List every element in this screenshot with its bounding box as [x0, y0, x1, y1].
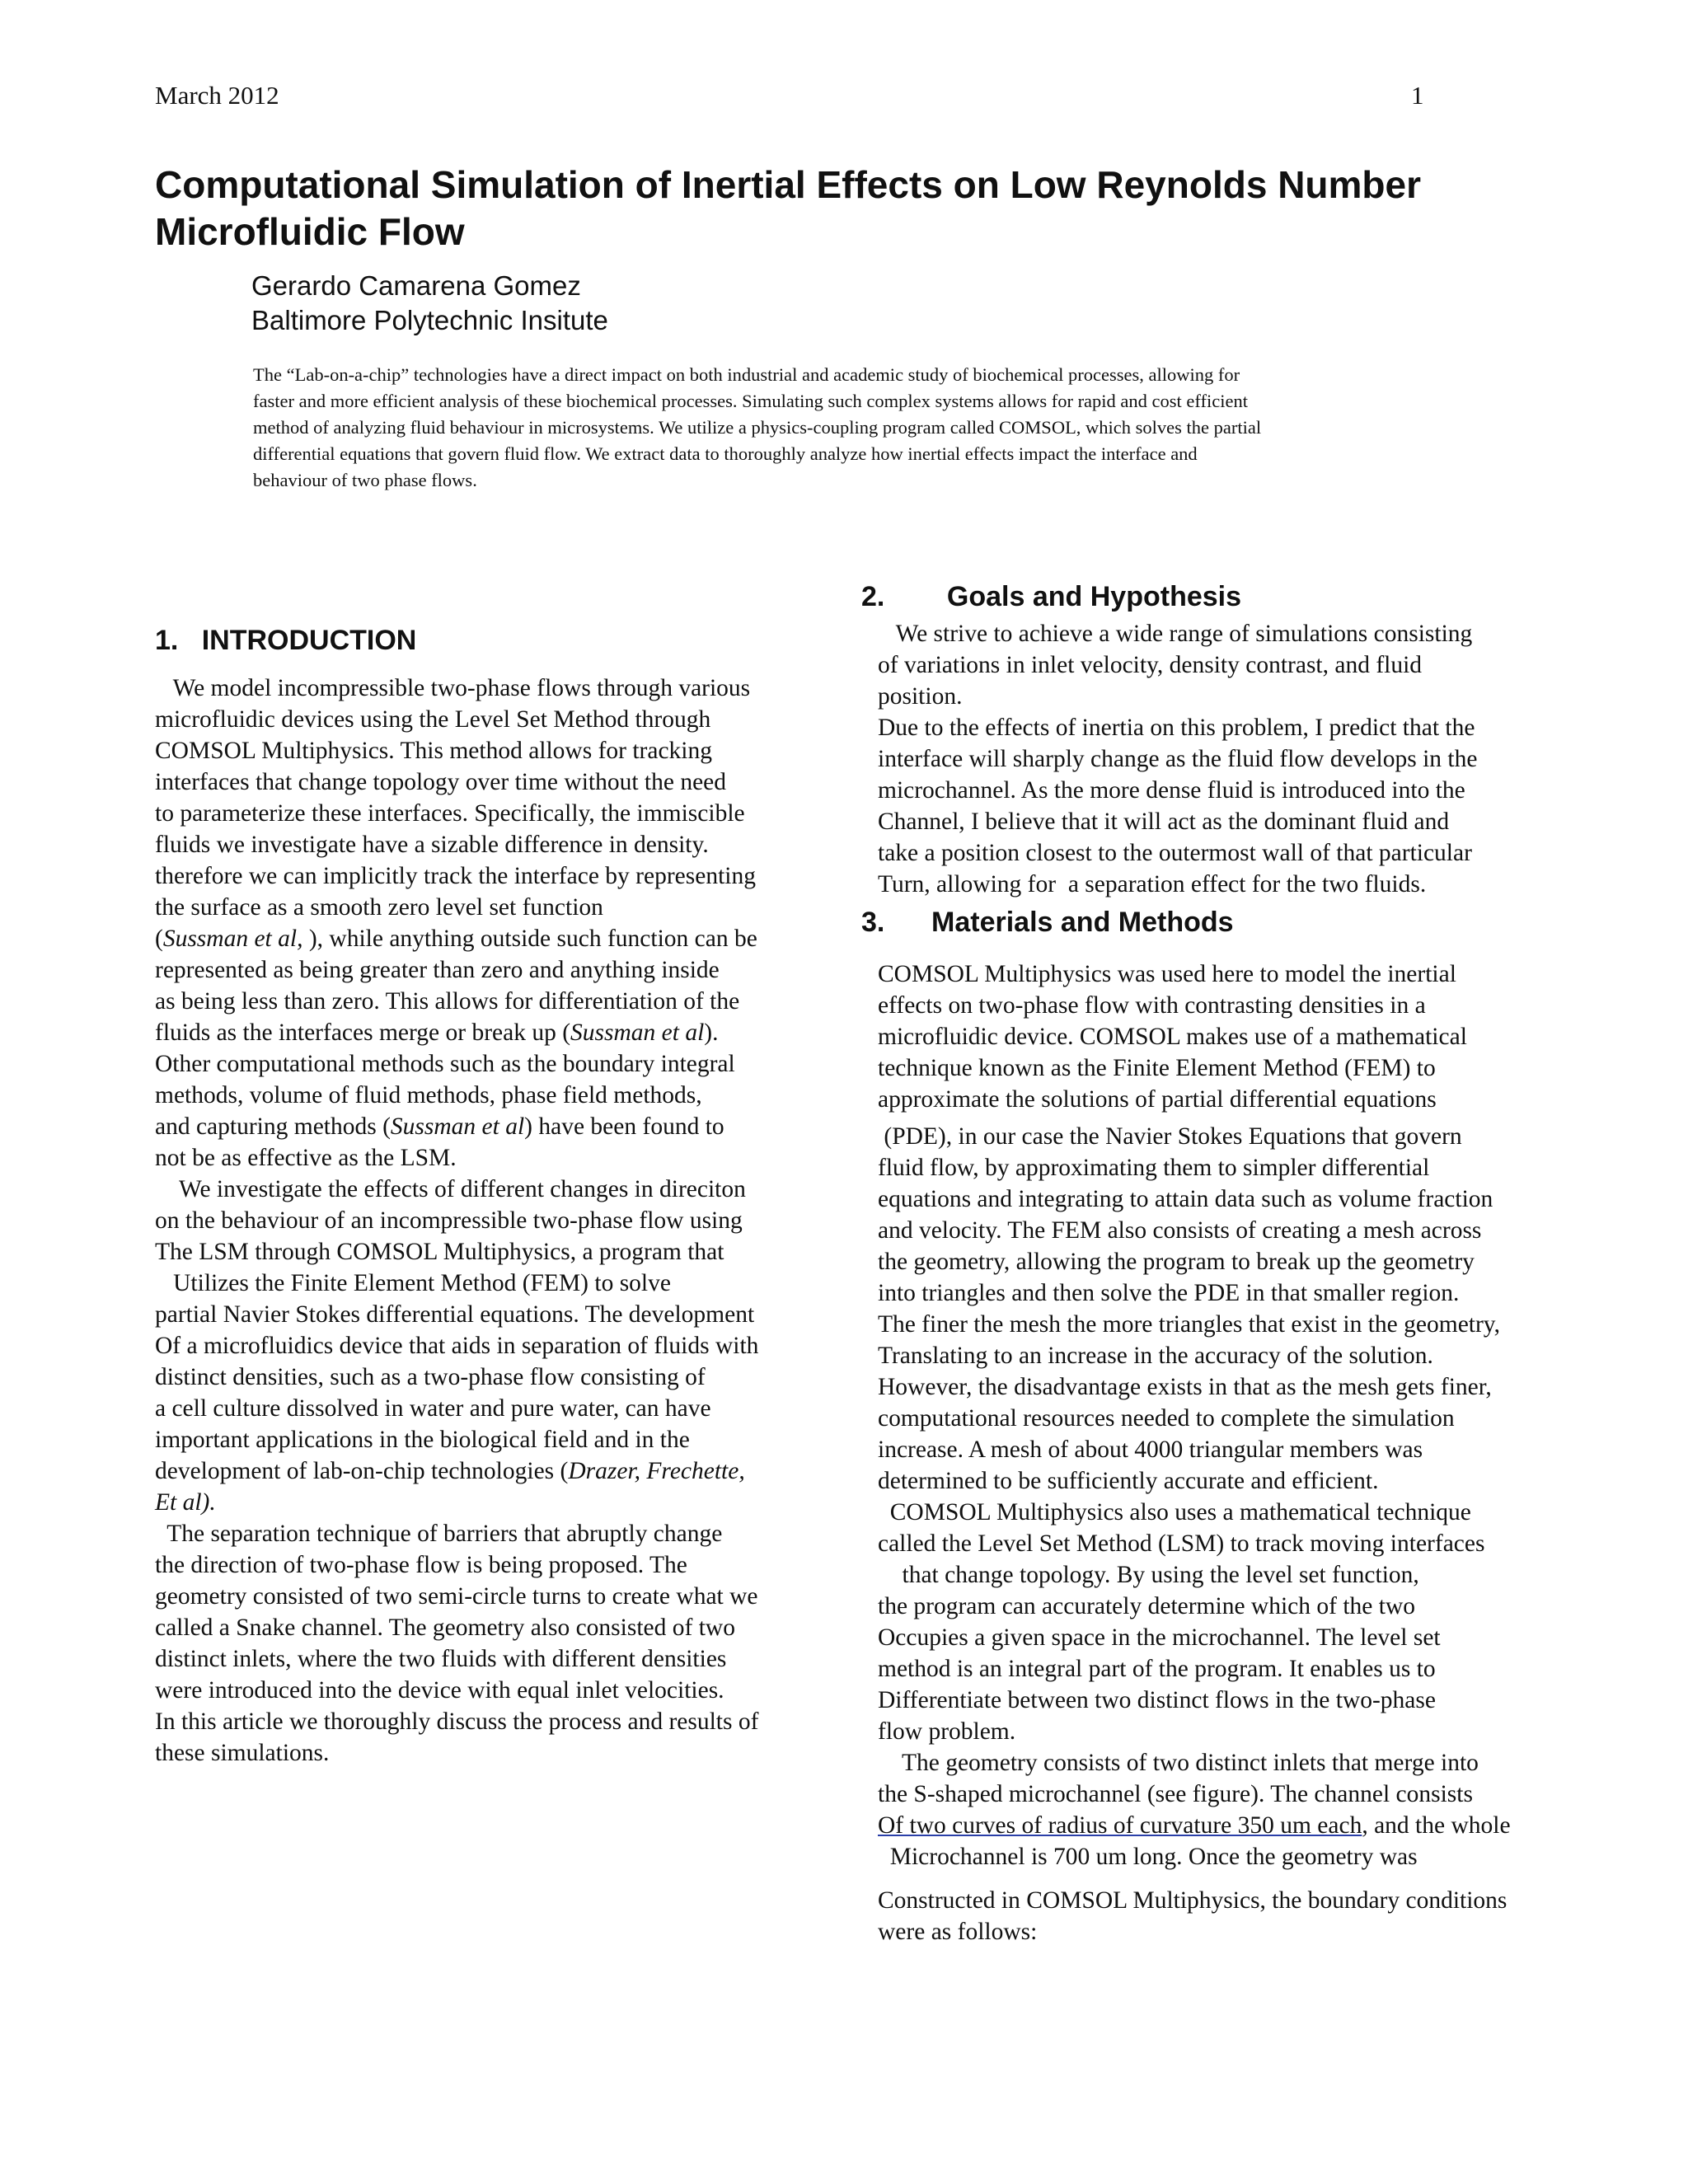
body-line: Et al). — [155, 1489, 216, 1516]
body-line: the program can accurately determine which of the two — [878, 1593, 1415, 1619]
body-line: the surface as a smooth zero level set function — [155, 894, 603, 921]
body-line: Constructed in COMSOL Multiphysics, the boundary conditions — [878, 1887, 1507, 1914]
body-line: Translating to an increase in the accuracy of the solution. — [878, 1343, 1433, 1369]
body-line: as being less than zero. This allows for differentiation of the — [155, 988, 740, 1015]
body-line: The geometry consists of two distinct inlets that merge into — [878, 1750, 1479, 1776]
body-line: the geometry, allowing the program to break up the geometry — [878, 1249, 1475, 1275]
methods-body-part-c — [878, 1885, 1595, 1947]
abstract-line: faster and more efficient analysis of these biochemical processes. Simulating such complex systems allows for rapid and cost efficient — [253, 391, 1248, 411]
body-line: microfluidic device. COMSOL makes use of a mathematical — [878, 1024, 1467, 1050]
body-line: The separation technique of barriers that abruptly change — [155, 1521, 723, 1547]
body-line: methods, volume of fluid methods, phase field methods, — [155, 1082, 702, 1108]
body-line: (PDE), in our case the Navier Stokes Equations that govern — [878, 1123, 1462, 1150]
body-line: interfaces that change topology over time without the need — [155, 769, 727, 795]
body-line: the direction of two-phase flow is being proposed. The — [155, 1552, 687, 1578]
methods-body-part-b — [878, 1121, 1595, 1872]
body-line: the S-shaped microchannel (see figure). The channel consists — [878, 1781, 1473, 1807]
body-line: not be as effective as the LSM. — [155, 1145, 457, 1171]
methods-body-part-a — [878, 958, 1595, 1115]
goals-body — [878, 618, 1595, 900]
body-line: increase. A mesh of about 4000 triangular members was — [878, 1436, 1423, 1463]
body-line: Channel, I believe that it will act as the dominant fluid and — [878, 808, 1450, 835]
body-line: method is an integral part of the program. It enables us to — [878, 1656, 1436, 1682]
body-line: on the behaviour of an incompressible two-phase flow using — [155, 1207, 743, 1234]
author-affiliation: Baltimore Polytechnic Insitute — [251, 305, 608, 335]
body-line: Microchannel is 700 um long. Once the geometry was — [878, 1844, 1418, 1870]
body-line: microfluidic devices using the Level Set Method through — [155, 706, 711, 733]
body-line: We investigate the effects of different changes in direciton — [155, 1176, 746, 1202]
body-line: equations and integrating to attain data such as volume fraction — [878, 1186, 1493, 1212]
body-line: COMSOL Multiphysics. This method allows for tracking — [155, 738, 713, 764]
body-line: (Sussman et al, ), while anything outside such function can be — [155, 926, 757, 952]
section-heading-goals: 2. Goals and Hypothesis — [861, 581, 1242, 612]
body-line: computational resources needed to complete the simulation — [878, 1405, 1455, 1432]
body-line: to parameterize these interfaces. Specifically, the immiscible — [155, 800, 745, 827]
abstract-line: method of analyzing fluid behaviour in microsystems. We utilize a physics-coupling program called COMSOL, which solves the partial — [253, 417, 1262, 438]
body-line: We model incompressible two-phase flows through various — [155, 675, 751, 701]
body-line: COMSOL Multiphysics was used here to model the inertial — [878, 961, 1456, 987]
body-line: However, the disadvantage exists in that as the mesh gets finer, — [878, 1374, 1492, 1400]
body-line: approximate the solutions of partial differential equations — [878, 1086, 1437, 1113]
body-line: microchannel. As the more dense fluid is introduced into the — [878, 777, 1465, 804]
body-line: fluid flow, by approximating them to simpler differential — [878, 1155, 1430, 1181]
body-line: Of a microfluidics device that aids in separation of fluids with — [155, 1333, 759, 1359]
body-line: Utilizes the Finite Element Method (FEM) to solve — [155, 1270, 671, 1296]
body-line: distinct densities, such as a two-phase flow consisting of — [155, 1364, 706, 1390]
abstract-line: The “Lab-on-a-chip” technologies have a direct impact on both industrial and academic study of biochemical processes, allowing for — [253, 364, 1240, 385]
page-number: 1 — [1411, 81, 1424, 110]
abstract-line: behaviour of two phase flows. — [253, 470, 477, 490]
body-line: called the Level Set Method (LSM) to track moving interfaces — [878, 1530, 1485, 1557]
body-line: important applications in the biological field and in the — [155, 1427, 690, 1453]
body-line: Differentiate between two distinct flows in the two-phase — [878, 1687, 1436, 1713]
body-line: that change topology. By using the level set function, — [878, 1562, 1419, 1588]
body-line: distinct inlets, where the two fluids with different densities — [155, 1646, 727, 1672]
body-text: , and the whole — [1362, 1812, 1511, 1839]
body-line: technique known as the Finite Element Method (FEM) to — [878, 1055, 1436, 1081]
body-line: Other computational methods such as the boundary integral — [155, 1051, 735, 1077]
body-line: take a position closest to the outermost wall of that particular — [878, 840, 1472, 866]
section-heading-methods: 3. Materials and Methods — [861, 907, 1234, 938]
author-block — [251, 269, 608, 338]
body-line: a cell culture dissolved in water and pure water, can have — [155, 1395, 711, 1422]
body-line: called a Snake channel. The geometry also consisted of two — [155, 1615, 735, 1641]
body-line: and capturing methods (Sussman et al) have been found to — [155, 1113, 724, 1140]
body-line: of variations in inlet velocity, density contrast, and fluid — [878, 652, 1423, 678]
body-line: therefore we can implicitly track the interface by representing — [155, 863, 756, 889]
body-line: were as follows: — [878, 1919, 1038, 1945]
body-line: fluids as the interfaces merge or break up (Sussman et al). — [155, 1019, 719, 1046]
body-line: into triangles and then solve the PDE in that smaller region. — [878, 1280, 1460, 1306]
body-line: partial Navier Stokes differential equations. The development — [155, 1301, 755, 1328]
body-line: flow problem. — [878, 1718, 1016, 1745]
body-line: Turn, allowing for a separation effect for the two fluids. — [878, 871, 1427, 898]
body-line: position. — [878, 683, 963, 710]
body-line: Due to the effects of inertia on this problem, I predict that the — [878, 715, 1475, 741]
abstract-line: differential equations that govern fluid flow. We extract data to thoroughly analyze how inertial effects impact the interface and — [253, 443, 1198, 464]
author-name: Gerardo Camarena Gomez — [251, 270, 581, 301]
section-heading-introduction: 1. INTRODUCTION — [155, 625, 417, 656]
body-line: were introduced into the device with equal inlet velocities. — [155, 1677, 724, 1704]
body-line: COMSOL Multiphysics also uses a mathematical technique — [878, 1499, 1471, 1526]
body-line: geometry consisted of two semi-circle turns to create what we — [155, 1583, 758, 1610]
paper-title: Computational Simulation of Inertial Effects on Low Reynolds Number Microfluidic Flow — [155, 163, 1421, 253]
body-line: effects on two-phase flow with contrasting densities in a — [878, 992, 1426, 1019]
body-line: We strive to achieve a wide range of simulations consisting — [878, 621, 1473, 647]
header-date: March 2012 — [155, 81, 279, 110]
body-line: represented as being greater than zero and anything inside — [155, 957, 720, 983]
body-line: The finer the mesh the more triangles that exist in the geometry, — [878, 1311, 1501, 1338]
abstract — [253, 362, 1465, 494]
introduction-body — [155, 673, 831, 1769]
body-line: In this article we thoroughly discuss the process and results of — [155, 1708, 759, 1735]
body-line: interface will sharply change as the fluid flow develops in the — [878, 746, 1478, 772]
body-line: The LSM through COMSOL Multiphysics, a program that — [155, 1239, 724, 1265]
body-line: and velocity. The FEM also consists of creating a mesh across — [878, 1217, 1482, 1244]
body-line — [878, 1810, 1595, 1841]
body-line: Occupies a given space in the microchannel. The level set — [878, 1624, 1441, 1651]
body-line: fluids we investigate have a sizable difference in density. — [155, 832, 709, 858]
body-line: these simulations. — [155, 1740, 330, 1766]
body-line: determined to be sufficiently accurate and efficient. — [878, 1468, 1379, 1494]
underlined-text: Of two curves of radius of curvature 350 um each — [878, 1812, 1362, 1839]
body-line: development of lab-on-chip technologies (Drazer, Frechette, — [155, 1458, 745, 1484]
